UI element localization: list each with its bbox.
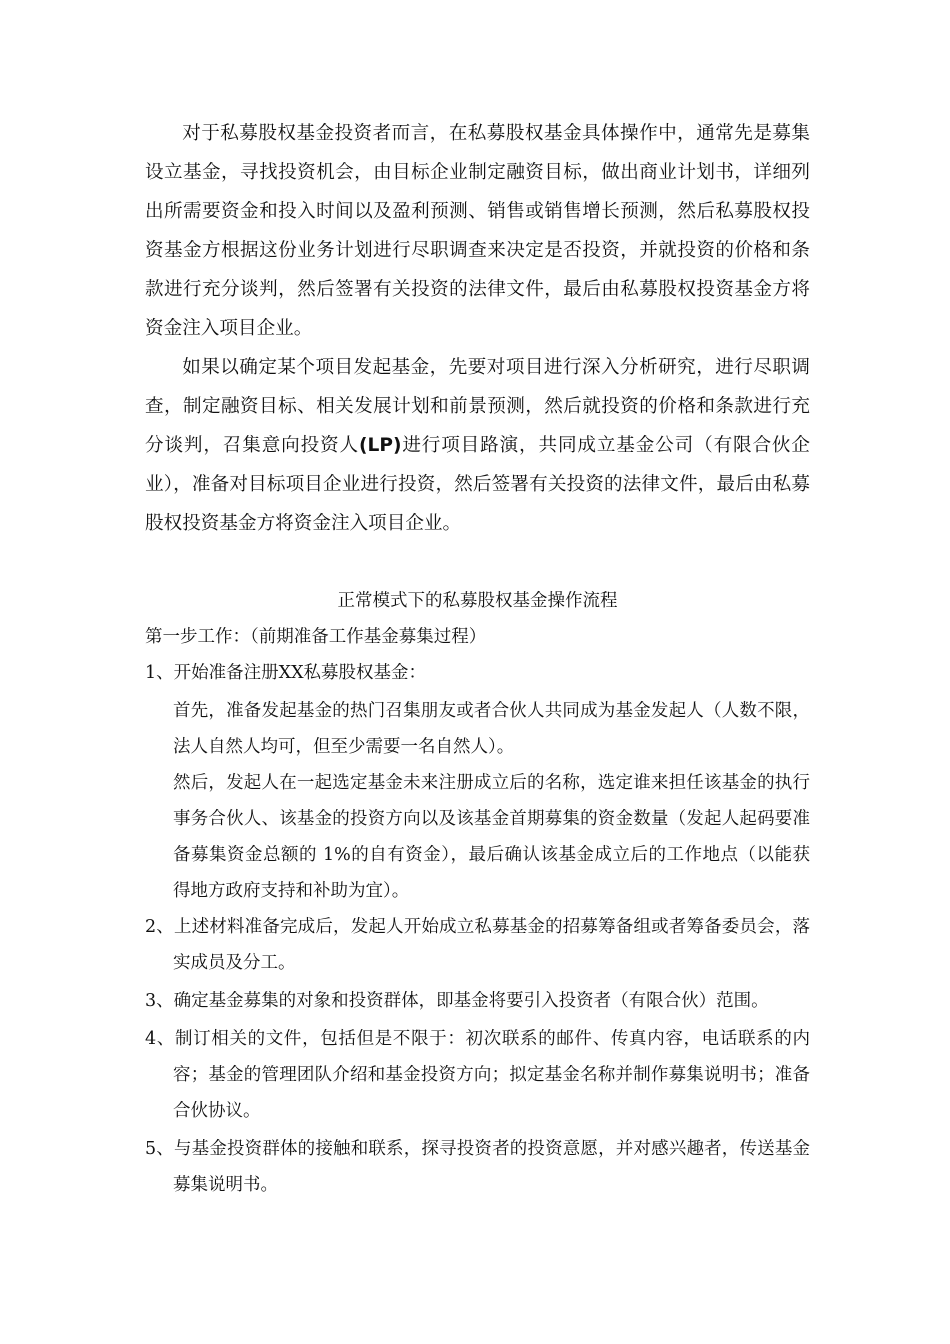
list-item-4: 4、制订相关的文件，包括但是不限于：初次联系的邮件、传真内容，电话联系的内容；基金的管理团队介绍和基金投资方向；拟定基金名称并制作募集说明书；准备合伙协议。 bbox=[145, 1029, 810, 1121]
intro-paragraph-2-start: 如果以确定某个项目发起基金，先要对项目进行深入分析研究，进行尽职调查，制定融资目标、相关发展计划和前景预测，然后就投资的价格和条款进行充分谈判，召集意向投资人 bbox=[145, 357, 810, 456]
list-item-1-sub-2: 然后，发起人在一起选定基金未来注册成立后的名称，选定谁来担任该基金的执行事务合伙人、该基金的投资方向以及该基金首期募集的资金数量（发起人起码要准备募集资金总额的 1%的自有资金），最后确认该基金成立后的工作地点（以能获得地方政府支持和补助为宜）。 bbox=[173, 773, 810, 901]
intro-paragraph-1: 对于私募股权基金投资者而言，在私募股权基金具体操作中，通常先是募集设立基金，寻找投资机会，由目标企业制定融资目标，做出商业计划书，详细列出所需要资金和投入时间以及盈利预测、销售或销售增长预测，然后私募股权投资基金方根据这份业务计划进行尽职调查来决定是否投资，并就投资的价格和条款进行充分谈判，然后签署有关投资的法律文件，最后由私募股权投资基金方将资金注入项目企业。 bbox=[145, 123, 810, 339]
intro-paragraph-2 bbox=[145, 348, 810, 543]
step-1-label: 第一步工作：（前期准备工作基金募集过程） bbox=[145, 627, 487, 647]
list-item-1: 1、开始准备注册XX私募股权基金： bbox=[145, 663, 427, 683]
document-page bbox=[145, 114, 810, 1205]
section-spacer bbox=[145, 543, 810, 583]
lp-abbreviation: (LP) bbox=[358, 435, 402, 456]
section-heading: 正常模式下的私募股权基金操作流程 bbox=[337, 591, 618, 611]
intro-paragraph-2-end: 进行项目路演，共同成立基金公司（有限合伙企业），准备对目标项目企业进行投资，然后签署有关投资的法律文件，最后由私募股权投资基金方将资金注入项目企业。 bbox=[145, 435, 810, 534]
list-item-2: 2、上述材料准备完成后，发起人开始成立私募基金的招募筹备组或者筹备委员会，落实成员及分工。 bbox=[145, 917, 810, 973]
list-item-1-sub-1: 首先，准备发起基金的热门召集朋友或者合伙人共同成为基金发起人（人数不限，法人自然人均可，但至少需要一名自然人）。 bbox=[173, 701, 810, 757]
list-item-3: 3、确定基金募集的对象和投资群体，即基金将要引入投资者（有限合伙）范围。 bbox=[145, 991, 769, 1011]
list-item-5: 5、与基金投资群体的接触和联系，探寻投资者的投资意愿，并对感兴趣者，传送基金募集说明书。 bbox=[145, 1139, 810, 1195]
